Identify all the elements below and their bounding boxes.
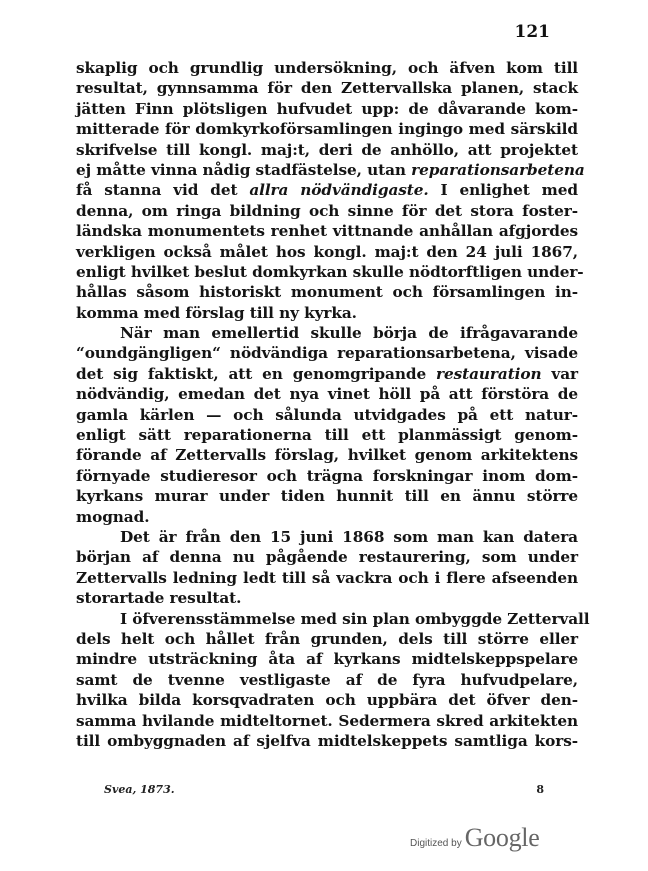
text-line: “oundgängligen“ nödvändiga reparationsarbetena, visade — [76, 344, 578, 363]
text-line: Det är från den 15 juni 1868 som man kan datera — [120, 527, 578, 546]
gathering-mark: 8 — [536, 783, 544, 796]
emphasized-text: restauration — [436, 364, 542, 383]
text-line-segment: få stanna vid det — [76, 181, 250, 200]
text-line: skrifvelse till kongl. maj:t, deri de anhöllo, att projektet — [76, 140, 578, 159]
text-line: storartade resultat. — [76, 589, 242, 608]
text-line: dels helt och hållet från grunden, dels till större eller — [76, 629, 578, 648]
text-line: enligt sätt reparationerna till ett planmässigt genom- — [76, 426, 578, 445]
text-line: mognad. — [76, 507, 150, 526]
text-line: skaplig och grundlig undersökning, och äfven kom till — [76, 59, 578, 77]
text-line — [76, 160, 585, 180]
text-line: mindre utsträckning åta af kyrkans midtelskeppspelare — [76, 650, 578, 669]
text-line — [76, 364, 578, 384]
text-line: hållas såsom historiskt monument och församlingen in- — [76, 283, 578, 302]
text-line-segment: I enlighet med — [428, 181, 578, 200]
page-number: 121 — [514, 22, 550, 42]
digitized-by-label: Digitized by — [410, 838, 462, 849]
text-line: kyrkans murar under tiden hunnit till en ännu större — [76, 487, 578, 506]
emphasized-text: reparationsarbetena — [411, 160, 585, 179]
text-line: nödvändig, emedan det nya vinet höll på att förstöra de — [76, 385, 578, 404]
text-line: resultat, gynnsamma för den Zettervallska planen, stack — [76, 79, 578, 98]
text-line: förande af Zettervalls förslag, hvilket genom arkitektens — [76, 446, 578, 465]
text-line-segment: det sig faktiskt, att en genomgripande — [76, 364, 437, 383]
text-line: gamla kärlen — och sålunda utvidgades på ett natur- — [76, 405, 578, 424]
text-line: mitterade för domkyrkoförsamlingen ingingo med särskild — [76, 120, 578, 139]
text-line: förnyade studieresor och trägna forskningar inom dom- — [76, 466, 578, 485]
text-line-segment: var — [541, 364, 578, 383]
text-line: till ombyggnaden af sjelfva midtelskeppets samtliga kors- — [76, 731, 578, 750]
text-line: denna, om ringa bildning och sinne för det stora foster- — [76, 201, 578, 220]
text-line: I öfverensstämmelse med sin plan ombyggde Zettervall — [120, 609, 590, 628]
text-line: enligt hvilket beslut domkyrkan skulle nödtorftligen under- — [76, 262, 584, 281]
digitized-by-google-watermark — [410, 823, 539, 853]
text-line: början af denna nu pågående restaurering, som under — [76, 548, 578, 567]
text-line-segment: ej måtte vinna nådig stadfästelse, utan — [76, 160, 412, 179]
text-line: ländska monumentets renhet vittnande anhållan afgjordes — [76, 222, 578, 241]
text-line: Zettervalls ledning ledt till så vackra och i flere afseenden — [76, 568, 578, 587]
text-line: jätten Finn plötsligen hufvudet upp: de dåvarande kom- — [76, 99, 578, 118]
emphasized-text: allra nödvändigaste. — [249, 181, 429, 200]
text-line — [76, 180, 578, 200]
body-text — [76, 58, 590, 751]
signature-mark: Svea, 1873. — [104, 783, 175, 796]
text-line: verkligen också målet hos kongl. maj:t den 24 juli 1867, — [76, 242, 578, 261]
text-line: samt de tvenne vestligaste af de fyra hufvudpelare, — [76, 670, 578, 689]
text-line: När man emellertid skulle börja de ifrågavarande — [120, 324, 578, 343]
text-line: samma hvilande midteltornet. Sedermera skred arkitekten — [76, 711, 578, 730]
text-line: komma med förslag till ny kyrka. — [76, 303, 357, 322]
text-line: hvilka bilda korsqvadraten och uppbära det öfver den- — [76, 691, 578, 710]
google-logo: Google — [464, 823, 540, 852]
